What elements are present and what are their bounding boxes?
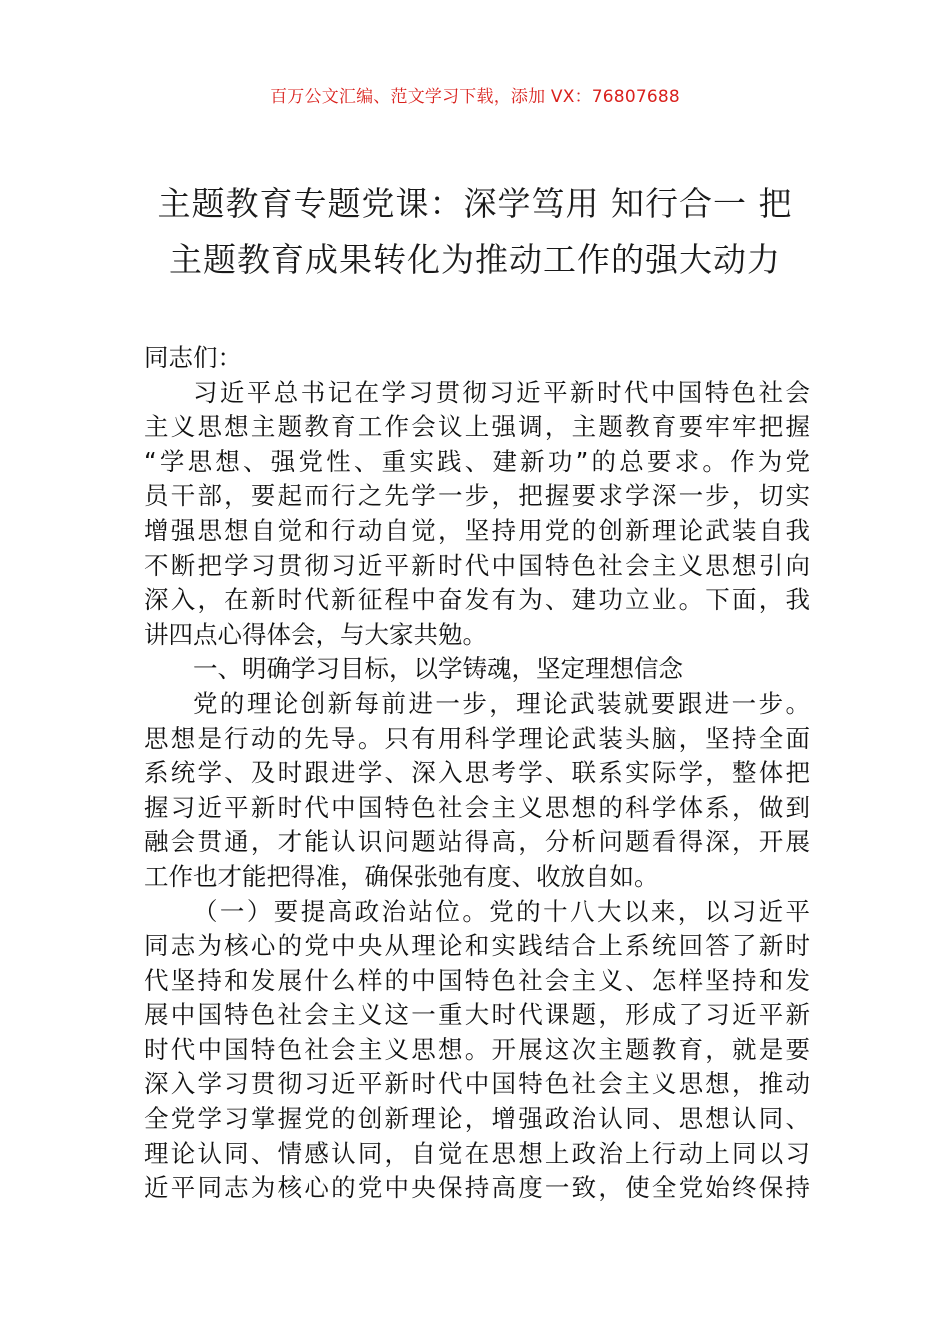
paragraph-line: 习近平总书记在学习贯彻习近平新时代中国特色社会 — [193, 377, 810, 407]
paragraph-line: 展中国特色社会主义这一重大时代课题，形成了习近平新 — [144, 1000, 810, 1030]
paragraph-line: 代坚持和发展什么样的中国特色社会主义、怎样坚持和发 — [144, 965, 810, 995]
paragraph-line: 近平同志为核心的党中央保持高度一致，使全党始终保持 — [144, 1173, 810, 1203]
paragraph-line: 深入学习贯彻习近平新时代中国特色社会主义思想，推动 — [144, 1069, 810, 1099]
paragraph-line: 员干部，要起而行之先学一步，把握要求学深一步，切实 — [144, 481, 810, 511]
paragraph-line: 增强思想自觉和行动自觉，坚持用党的创新理论武装自我 — [144, 515, 810, 545]
promo-header: 百万公文汇编、范文学习下载，添加 VX：76807688 — [270, 87, 680, 107]
title-line-2: 主题教育成果转化为推动工作的强大动力 — [169, 240, 781, 279]
document-body — [144, 341, 810, 1206]
paragraph-line: 握习近平新时代中国特色社会主义思想的科学体系，做到 — [144, 792, 810, 822]
salutation: 同志们： — [144, 343, 242, 372]
paragraph-line: 思想是行动的先导。只有用科学理论武装头脑，坚持全面 — [144, 723, 810, 753]
paragraph-line: 同志为核心的党中央从理论和实践结合上系统回答了新时 — [144, 931, 810, 961]
title-line-1: 主题教育专题党课：深学笃用 知行合一 把 — [157, 184, 793, 223]
paragraph-line: 工作也才能把得准，确保张弛有度、收放自如。 — [144, 861, 659, 891]
section-heading: 一、明确学习目标，以学铸魂，坚定理想信念 — [193, 654, 683, 684]
paragraph-line: 融会贯通，才能认识问题站得高，分析问题看得深，开展 — [144, 827, 810, 857]
paragraph-line: 不断把学习贯彻习近平新时代中国特色社会主义思想引向 — [144, 550, 810, 580]
paragraph-line: 全党学习掌握党的创新理论，增强政治认同、思想认同、 — [144, 1104, 810, 1134]
paragraph-line: 党的理论创新每前进一步，理论武装就要跟进一步。 — [193, 688, 810, 718]
paragraph-line: 理论认同、情感认同，自觉在思想上政治上行动上同以习 — [144, 1138, 810, 1168]
paragraph-line: 讲四点心得体会，与大家共勉。 — [144, 619, 487, 649]
paragraph-line: 主义思想主题教育工作会议上强调，主题教育要牢牢把握 — [144, 412, 810, 442]
paragraph-line: 深入，在新时代新征程中奋发有为、建功立业。下面，我 — [144, 585, 810, 615]
document-title — [120, 176, 830, 288]
paragraph-line: （一）要提高政治站位。党的十八大以来，以习近平 — [193, 896, 810, 926]
paragraph-line: 时代中国特色社会主义思想。开展这次主题教育，就是要 — [144, 1034, 810, 1064]
paragraph-line: “学思想、强党性、重实践、建新功”的总要求。作为党 — [144, 446, 810, 476]
paragraph-line: 系统学、及时跟进学、深入思考学、联系实际学，整体把 — [144, 758, 810, 788]
